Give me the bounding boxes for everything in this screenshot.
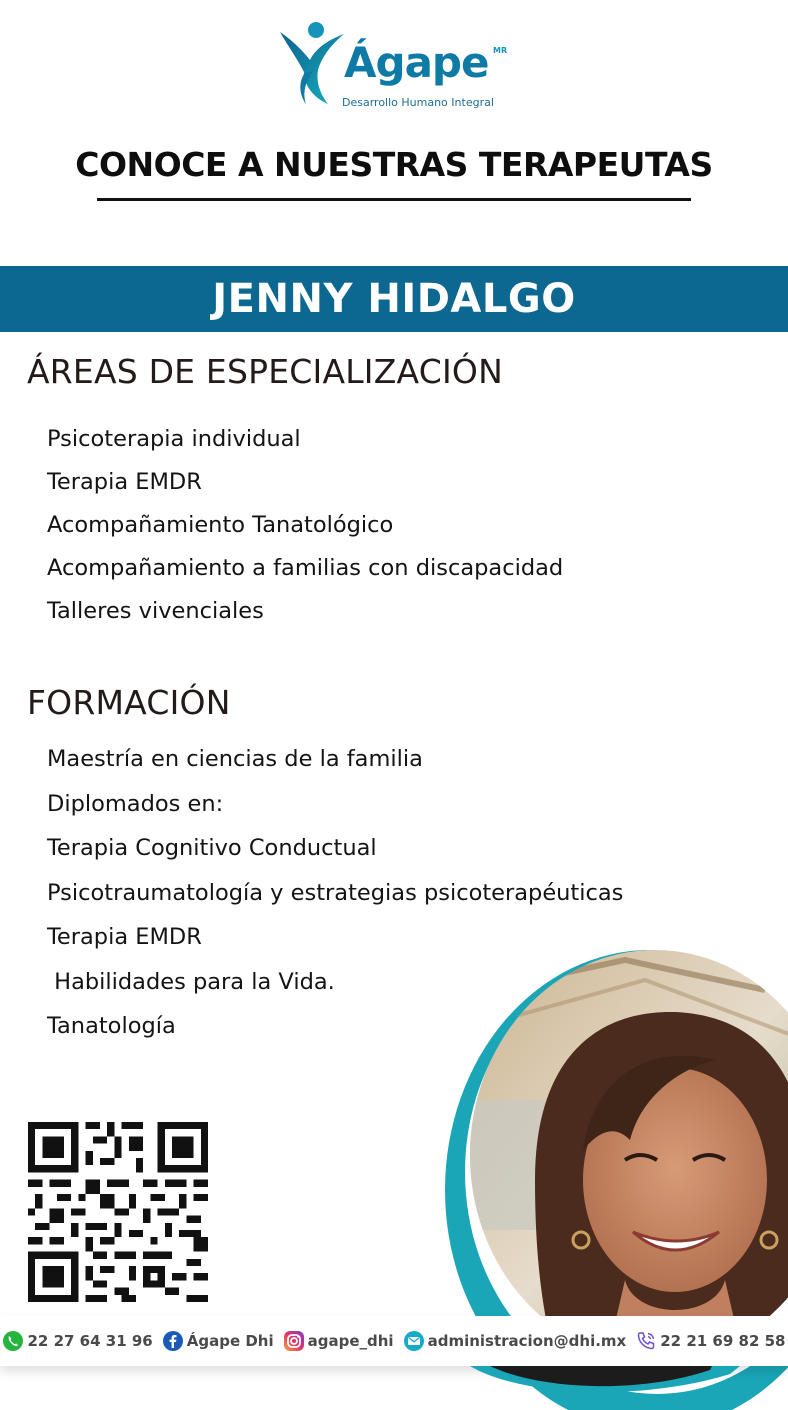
qr-code[interactable]: [28, 1122, 208, 1302]
contact-bar: [0, 1316, 788, 1366]
brand-tagline: Desarrollo Humano Integral: [342, 96, 494, 109]
list-item: Diplomados en:: [47, 790, 224, 817]
facebook-handle: Ágape Dhi: [186, 1332, 274, 1350]
bottom-decoration: [0, 1366, 788, 1400]
areas-heading: ÁREAS DE ESPECIALIZACIÓN: [27, 352, 503, 391]
email-contact[interactable]: [403, 1330, 627, 1352]
phone-number: 22 21 69 82 58: [660, 1332, 786, 1350]
phone-icon: [635, 1330, 657, 1352]
areas-list: [47, 418, 563, 633]
instagram-handle: agape_dhi: [307, 1332, 394, 1350]
list-item: Maestría en ciencias de la familia: [47, 746, 423, 772]
mail-icon: [403, 1330, 425, 1352]
whatsapp-icon: [2, 1330, 24, 1352]
list-item: Psicotraumatología y estrategias psicoterapéuticas: [47, 879, 624, 906]
trademark-mark: MR: [493, 46, 508, 55]
list-item: Terapia EMDR: [47, 924, 202, 950]
formacion-heading: FORMACIÓN: [27, 683, 231, 722]
instagram-contact[interactable]: [283, 1330, 394, 1352]
instagram-icon: [283, 1330, 305, 1352]
agape-figure-icon: [276, 18, 346, 113]
facebook-icon: [162, 1330, 184, 1352]
email-address: administracion@dhi.mx: [427, 1332, 627, 1350]
agape-logo: [276, 18, 516, 113]
list-item: Psicoterapia individual: [47, 426, 301, 452]
whatsapp-number: 22 27 64 31 96: [27, 1332, 153, 1350]
list-item: Tanatología: [47, 1013, 176, 1039]
list-item: Acompañamiento Tanatológico: [47, 512, 394, 538]
list-item: Terapia EMDR: [47, 469, 202, 495]
page-title: CONOCE A NUESTRAS TERAPEUTAS: [75, 145, 713, 184]
facebook-contact[interactable]: [162, 1330, 274, 1352]
whatsapp-contact[interactable]: [2, 1330, 152, 1352]
brand-name: Ágape: [344, 38, 489, 87]
title-underline: [97, 198, 691, 201]
list-item: Talleres vivenciales: [47, 598, 264, 624]
list-item: Acompañamiento a familias con discapacidad: [47, 555, 564, 581]
list-item: Habilidades para la Vida.: [47, 968, 335, 995]
phone-contact[interactable]: [635, 1330, 785, 1352]
therapist-name-banner: JENNY HIDALGO: [0, 266, 788, 332]
list-item: Terapia Cognitivo Conductual: [47, 835, 377, 861]
